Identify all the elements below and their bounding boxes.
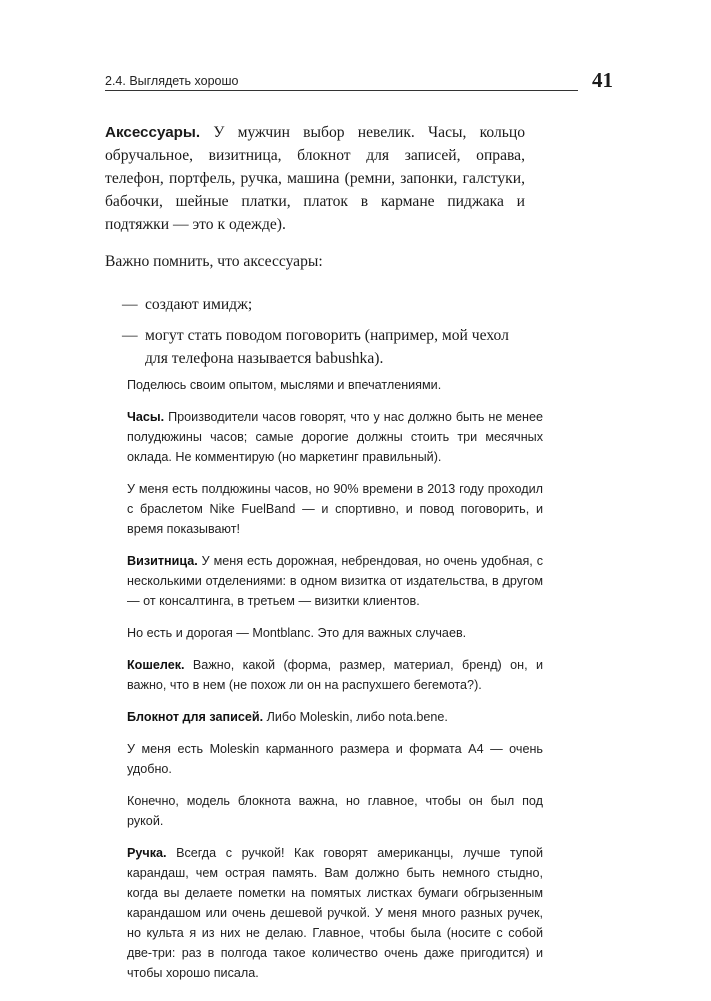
cardholder-term: Визитница.: [127, 554, 198, 568]
accessories-list: [105, 293, 525, 370]
cardholder-paragraph-2: Но есть и дорогая — Montblanc. Это для важных случаев.: [127, 626, 467, 640]
important-line: Важно помнить, что аксессуары:: [105, 253, 323, 270]
cardholder-paragraph: [127, 551, 543, 611]
list-item-text: создают имидж;: [145, 296, 253, 313]
header-rule: [105, 90, 578, 91]
watch-paragraph: [127, 407, 543, 467]
notebook-paragraph-3: Конечно, модель блокнота важна, но главное, чтобы он был под рукой.: [127, 794, 543, 828]
dash-marker: —: [122, 327, 138, 344]
notebook-term: Блокнот для записей.: [127, 710, 264, 724]
notes-intro: Поделюсь своим опытом, мыслями и впечатлениями.: [127, 378, 442, 392]
watch-term: Часы.: [127, 410, 165, 424]
accessories-paragraph: [105, 121, 525, 236]
wallet-term: Кошелек.: [127, 658, 185, 672]
accessories-text: У мужчин выбор невелик. Часы, кольцо обручальное, визитница, блокнот для записей, оправа, телефон, портфель, ручка, машина (ремни, запонки, галстуки, бабочки, шейные платки, платок в кармане пиджака и подтяжки — это к одежде).: [105, 124, 525, 233]
page-header: [105, 70, 613, 100]
wallet-paragraph: [127, 655, 543, 695]
cardholder-text: У меня есть дорожная, небрендовая, но очень удобная, с несколькими отделениями: в одном визитка от издательства, в другом — от консалтинга, в третьем — визитки клиентов.: [127, 554, 543, 608]
notebook-text: Либо Moleskin, либо nota.bene.: [263, 710, 448, 724]
author-notes: [127, 375, 543, 995]
notebook-paragraph: [127, 707, 543, 727]
list-item: [105, 324, 525, 370]
main-text: [105, 121, 525, 378]
running-head: 2.4. Выглядеть хорошо: [105, 74, 239, 88]
dash-marker: —: [122, 296, 138, 313]
watch-text: Производители часов говорят, что у нас должно быть не менее полудюжины часов; самые дорогие должны стоить три месячных оклада. Не комментирую (но маркетинг правильный).: [127, 410, 543, 464]
notebook-paragraph-2: У меня есть Moleskin карманного размера и формата А4 — очень удобно.: [127, 742, 543, 776]
watch-paragraph-2: У меня есть полдюжины часов, но 90% времени в 2013 году проходил с браслетом Nike FuelBand — и спортивно, и повод поговорить, и время показывают!: [127, 482, 543, 536]
list-item-text: могут стать поводом поговорить (например, мой чехол для телефона называется babushka).: [145, 327, 509, 367]
pen-paragraph: [127, 843, 543, 983]
wallet-text: Важно, какой (форма, размер, материал, бренд) он, и важно, что в нем (не похож ли он на распухшего бегемота?).: [127, 658, 543, 692]
list-item: [105, 293, 525, 316]
page-number: 41: [592, 68, 613, 92]
pen-text: Всегда с ручкой! Как говорят американцы, лучше тупой карандаш, чем острая память. Вам должно быть немного стыдно, когда вы делаете пометки на помятых листках бумаги обгрызенным карандашом или очень дешевой ручкой. У меня много разных ручек, но культа я из них не делаю. Главное, чтобы была (носите с собой две-три: раз в полгода такое количество очень даже пригодится) и чтобы хорошо писала.: [127, 846, 543, 980]
pen-term: Ручка.: [127, 846, 167, 860]
accessories-term: Аксессуары.: [105, 124, 201, 141]
